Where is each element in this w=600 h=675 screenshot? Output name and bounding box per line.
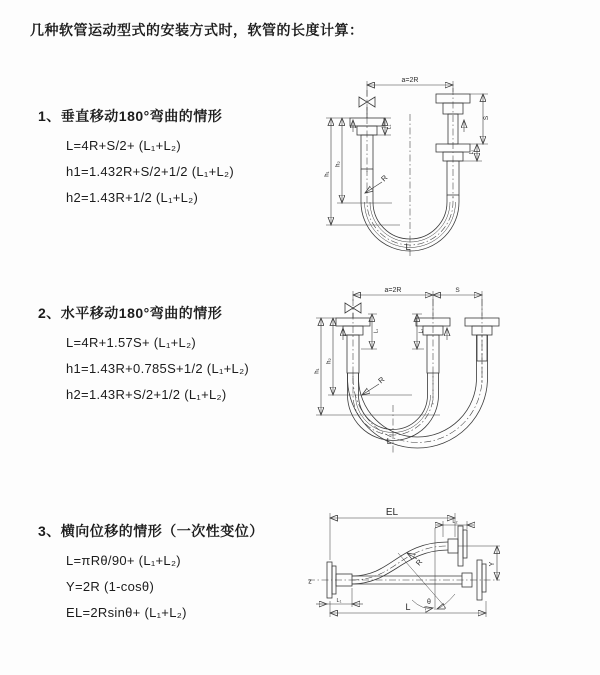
centerlines [367,88,453,258]
dim-label-l2: L₂ [418,328,425,334]
dim-label-h1: h₁ [314,368,321,374]
formula: h1=1.432R+S/2+1/2 (L₁+L₂) [66,164,234,179]
radius-label: R [376,374,387,386]
diagram-horizontal-bend [312,283,597,458]
dim-label-l1: L₁ [336,598,342,604]
radius-label: R [379,173,390,184]
angle-label: θ [427,599,431,606]
dim-label-a2r: a=2R [384,287,402,294]
centerlines [308,546,500,580]
hose-s-curve [352,542,448,584]
dim-label-s: S [455,287,460,294]
formula: h1=1.43R+0.785S+1/2 (L₁+L₂) [66,361,250,376]
dim-label-l1: L₁ [373,328,380,334]
section-heading: 2、水平移动180°弯曲的情形 [38,305,223,321]
formula: L=πRθ/90+ (L₁+L₂) [66,553,181,568]
section-horizontal-bend [38,303,249,408]
length-label: L [405,242,411,252]
pipe-fittings [336,318,499,373]
section-lateral-displacement [38,521,264,626]
dim-label-el: EL [385,507,399,518]
formula: h2=1.43R+S/2+1/2 (L₁+L₂) [66,387,227,402]
dim-label-l2: L₂ [452,519,458,525]
dim-label-l2: L₂ [469,149,475,155]
diagram-vertical-bend [312,72,588,262]
formula: Y=2R (1-cosθ) [66,579,155,594]
section-vertical-bend [38,106,234,211]
page-title: 几种软管运动型式的安装方式时，软管的长度计算： [30,22,364,38]
dimension-lines [316,291,482,415]
dim-label-s: S [483,115,490,121]
dimension-lines [326,81,488,225]
radius-label: R [413,557,425,568]
dim-label-h2: h₂ [335,161,342,167]
dim-label-y: Y [489,561,496,567]
dim-label-l1: L₁ [386,124,393,130]
dim-label-h2: h₂ [326,358,333,364]
hose-u-shapes [348,335,488,448]
angle-construction [398,528,455,610]
length-label: L [386,437,392,446]
section-heading: 3、横向位移的情形（一次性变位） [38,523,264,539]
dim-label-h1: h₁ [324,171,331,177]
formula: EL=2Rsinθ+ (L₁+L₂) [66,605,187,620]
formula: h2=1.43R+1/2 (L₁+L₂) [66,190,199,205]
dim-label-a2r: a=2R [401,77,419,84]
diagram-lateral-displacement [300,498,598,653]
formula: L=4R+1.57S+ (L₁+L₂) [66,335,197,350]
formula: L=4R+S/2+ (L₁+L₂) [66,138,181,153]
section-heading: 1、垂直移动180°弯曲的情形 [38,108,223,124]
centerline-mark: z [308,578,312,586]
length-label: L [405,602,411,612]
